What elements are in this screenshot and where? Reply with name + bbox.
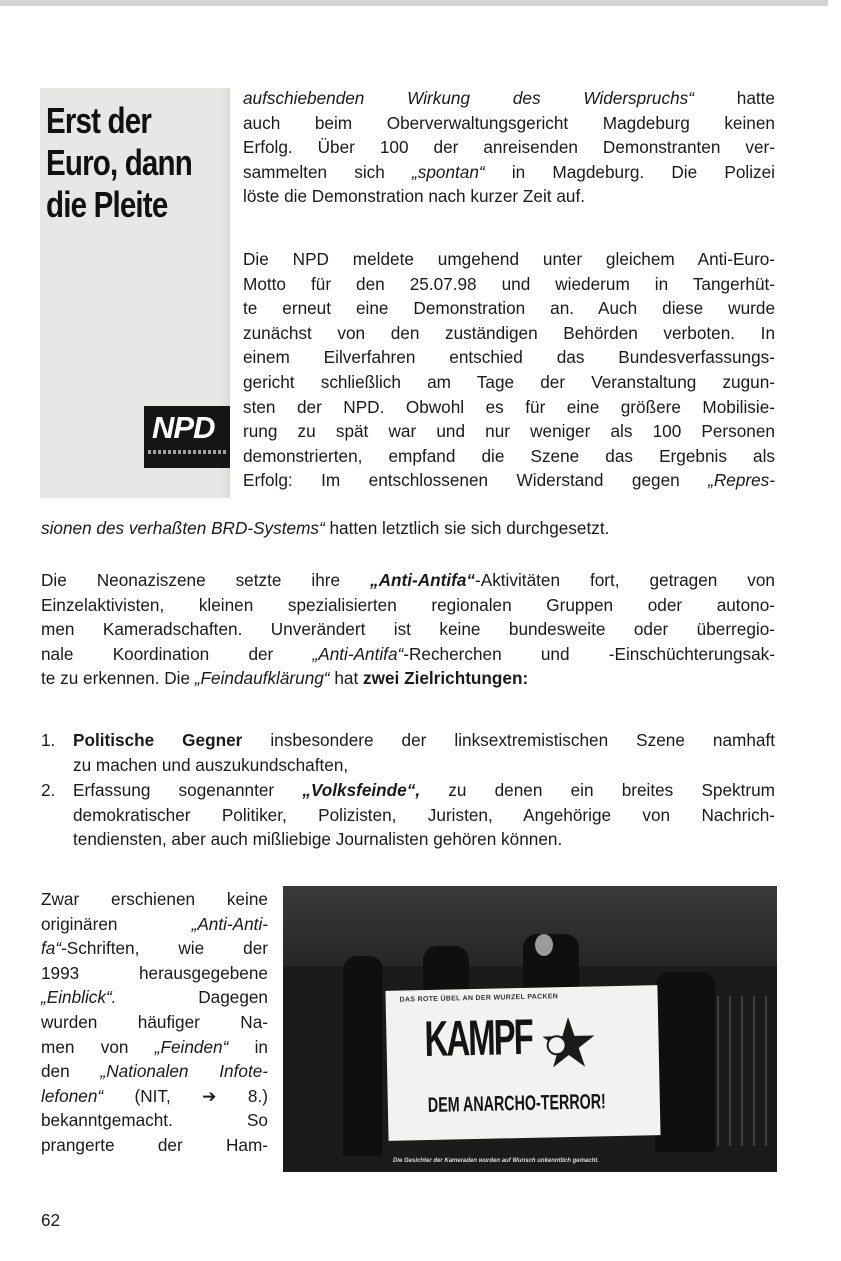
text-line: gericht schließlich am Tage der Veranstaltung zugun- [243, 371, 775, 392]
italic-text: sionen des verhaßten BRD-Systems“ [41, 518, 325, 538]
banner-bottom-text: DEM ANARCHO-TERROR! [427, 1090, 607, 1117]
text-line [41, 666, 775, 691]
text: hatte [693, 88, 775, 108]
text-line [243, 160, 775, 185]
italic-text: lefonen“ [41, 1085, 104, 1106]
text: Erfolg: Im entschlossenen Widerstand gegen [243, 470, 709, 491]
person-silhouette [343, 956, 383, 1156]
text: Dagegen [116, 987, 268, 1008]
npd-logo-text: NPD [152, 410, 215, 445]
italic-text: „Repres- [708, 470, 775, 491]
list-item [73, 728, 775, 777]
text-line [41, 985, 268, 1010]
list-number: 1. [41, 730, 56, 750]
text-line: Die NPD meldete umgehend unter gleichem Anti-Euro- [243, 249, 775, 269]
italic-text: „spontan“ [412, 161, 485, 182]
text-line: tendiensten, aber auch mißliebige Journalisten gehören können. [73, 829, 563, 850]
text-line: 1993 herausgegebene [41, 962, 268, 983]
list-item [73, 778, 775, 852]
italic-text: aufschiebenden Wirkung des Widerspruchs“ [243, 88, 694, 108]
italic-text: „Einblick“. [41, 987, 117, 1008]
kampf-banner [385, 985, 660, 1141]
poster-title [46, 100, 195, 226]
text-line [73, 728, 775, 753]
text: men von [41, 1036, 155, 1057]
text: sammelten sich [243, 161, 413, 182]
text-line: zu machen und auszukundschaften, [73, 754, 349, 775]
poster-title-line: Euro, dann [46, 142, 192, 183]
top-edge-bar [0, 0, 828, 6]
text-line: demonstrierten, empfand die Szene das Ergebnis als [243, 445, 775, 466]
npd-logo-subline [148, 450, 226, 454]
text-line: auch beim Oberverwaltungsgericht Magdeburg keinen [243, 112, 775, 133]
text-line: wurden häufiger Na- [41, 1011, 268, 1032]
bold-text: zwei Zielrichtungen: [363, 668, 529, 689]
paragraph-feinde [41, 887, 268, 1158]
italic-text: fa“ [41, 938, 62, 959]
italic-text: „Anti-Anti- [191, 913, 268, 934]
banner-top-text: DAS ROTE ÜBEL AN DER WURZEL PACKEN [399, 993, 559, 1004]
text-line [73, 778, 775, 803]
text: Die Neonaziszene setzte ihre [41, 570, 370, 590]
text-line: te erneut eine Demonstration an. Auch diese wurde [243, 298, 775, 319]
text-line: zunächst von den zuständigen Behörden verboten. In [243, 322, 775, 343]
paragraph-npd-demonstration-end [41, 516, 775, 541]
bold-text: Politische Gegner [73, 730, 243, 750]
text-line: Erfolg. Über 100 der anreisenden Demonstranten ver- [243, 137, 775, 158]
text-line: prangerte der Ham- [41, 1134, 268, 1155]
demonstration-photo [283, 886, 777, 1172]
text: in Magdeburg. Die Polizei [484, 161, 775, 182]
text: hatten letztlich sie sich durchgesetzt. [324, 518, 610, 538]
paragraph-npd-demonstration [243, 247, 775, 493]
poster-title-line: Erst der [46, 100, 152, 141]
text: nale Koordination der [41, 643, 313, 664]
text: originären [41, 913, 192, 934]
anti-euro-poster-image [40, 88, 230, 498]
person-head [535, 934, 553, 956]
text-line [41, 936, 268, 961]
text-line: rung zu spät war und nur weniger als 100 Personen [243, 421, 775, 442]
text-line [41, 912, 268, 937]
list-number: 2. [41, 780, 56, 800]
banner-kampf-text: KAMPF [423, 1008, 533, 1068]
text: zu denen ein breites Spektrum [420, 780, 776, 800]
paragraph-anti-antifa [41, 568, 775, 691]
text-line: Motto für den 25.07.98 und wiederum in Tangerhüt- [243, 273, 775, 294]
text-line [41, 568, 775, 593]
text: insbesondere der linksextremistischen Szene namhaft [242, 730, 775, 750]
text-line: Einzelaktivisten, kleinen spezialisierten regionalen Gruppen oder autono- [41, 594, 775, 615]
text-line: löste die Demonstration nach kurzer Zeit auf. [243, 186, 586, 207]
text-line: einem Eilverfahren entschied das Bundesverfassungs- [243, 347, 775, 368]
italic-text: „Feindaufklärung“ [194, 668, 330, 689]
text: te zu erkennen. Die [41, 668, 195, 689]
text-line [41, 642, 775, 667]
italic-text: „Anti-Antifa“ [312, 643, 404, 664]
npd-logo [144, 406, 230, 468]
text: den [41, 1061, 101, 1082]
text: -Schriften, wie der [61, 938, 268, 959]
text: Erfassung sogenannter [73, 780, 303, 800]
text-line: sten der NPD. Obwohl es für eine größere Mobilisie- [243, 396, 775, 417]
text-line: men Kameradschaften. Unverändert ist keine bundesweite oder überregio- [41, 619, 775, 640]
text-line [243, 86, 775, 111]
text-line: Zwar erschienen keine [41, 889, 268, 909]
text-line [41, 516, 775, 541]
text-line [243, 468, 775, 493]
photo-caption: Die Gesichter der Kameraden wurden auf Wunsch unkenntlich gemacht. [393, 1158, 599, 1164]
bold-italic-text: „Anti-Antifa“ [369, 570, 475, 590]
page-number: 62 [41, 1210, 61, 1230]
text-line: demokratischer Politiker, Polizisten, Juristen, Angehörige von Nachrich- [73, 804, 775, 825]
text-line [41, 1059, 268, 1084]
italic-text: „Feinden“ [154, 1036, 229, 1057]
text-line: bekanntgemacht. So [41, 1110, 268, 1131]
text: -Aktivitäten fort, getragen von [475, 570, 775, 590]
text: -Recherchen und -Einschüchterungsak- [403, 643, 775, 664]
paragraph-widerspruch [243, 86, 775, 209]
bold-italic-text: „Volksfeinde“, [302, 780, 421, 800]
text-line [41, 1035, 268, 1060]
star-icon [540, 1014, 597, 1071]
italic-text: „Nationalen Infote- [100, 1061, 269, 1082]
poster-title-line: die Pleite [46, 184, 168, 225]
text: hat [329, 668, 363, 689]
person-silhouette [655, 972, 715, 1152]
text-line [41, 1084, 268, 1109]
text: in [228, 1036, 268, 1057]
text: (NIT, ➔ 8.) [103, 1085, 268, 1106]
